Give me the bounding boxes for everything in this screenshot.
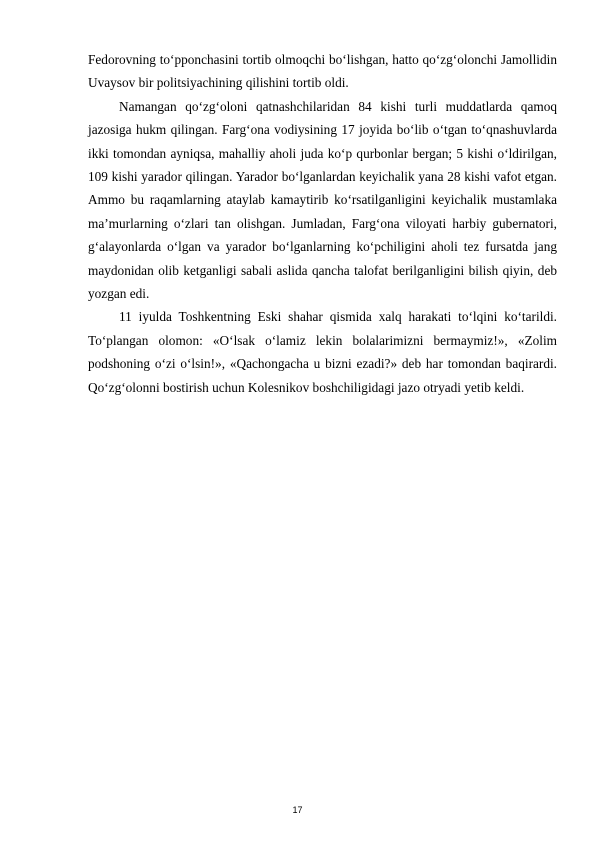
paragraph: Fedorovning to‘pponchasini tortib olmoqchi bo‘lishgan, hatto qo‘zg‘olonchi Jamollidin Uvaysov bir politsiyachining qilishini tortib oldi. — [88, 52, 557, 91]
body-text — [88, 48, 557, 399]
paragraph: 11 iyulda Toshkentning Eski shahar qismida xalq harakati to‘lqini ko‘tarildi. To‘plangan olomon: «O‘lsak o‘lamiz lekin bolalarimizni bermaymiz!», «Zolim podshoning o‘zi o‘lsin!», «Qachongacha u bizni ezadi?» deb har tomondan baqirardi. Qo‘zg‘olonni bostirish uchun Kolesnikov boshchiligidagi jazo otryadi yetib keldi. — [88, 309, 557, 395]
page-number: 17 — [292, 805, 303, 815]
paragraph: Namangan qo‘zg‘oloni qatnashchilaridan 84 kishi turli muddatlarda qamoq jazosiga hukm qilingan. Farg‘ona vodiysining 17 joyida bo‘lib o‘tgan to‘qnashuvlarda ikki tomondan ayniqsa, mahalliy aholi juda ko‘p qurbonlar bergan; 5 kishi o‘ldirilgan, 109 kishi yarador qilingan. Yarador bo‘lganlardan keyichalik yana 28 kishi vafot etgan. Ammo bu raqamlarning ataylab kamaytirib ko‘rsatilganligini keyichalik mustamlaka ma’murlarning o‘zlari tan olishgan. Jumladan, Farg‘ona viloyati harbiy gubernatori, g‘alayonlarda o‘lgan va yarador bo‘lganlarning ko‘pchiligini aholi tez fursatda jang maydonidan olib ketganligi sabali aslida qancha talofat berilganligini bilish qiyin, deb yozgan edi. — [88, 98, 557, 302]
